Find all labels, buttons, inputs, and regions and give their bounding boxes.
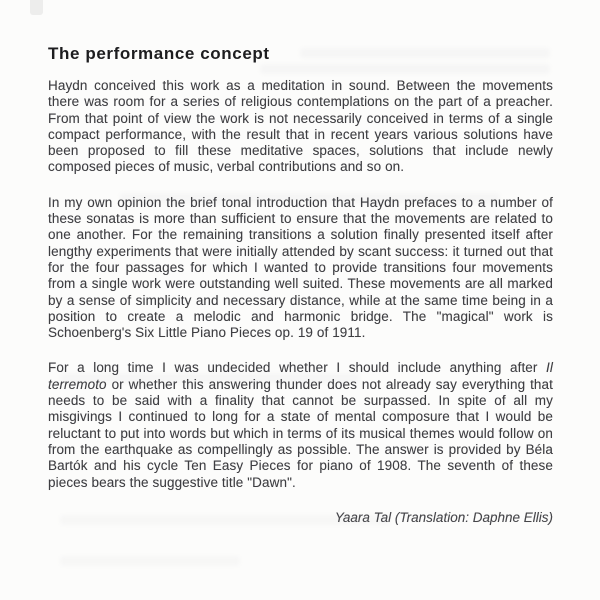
text-run: In my own opinion the brief tonal introduction that Haydn prefaces to a number of these sonatas is more than sufficient to ensure that the movements are related to one another. For the remaining transitions a solution finally presented itself after lengthy experiments that were initially attended by scant success: it turned out that for the four passages for which I wanted to provide transitions four movements from a single work were outstanding well suited. These movements are all marked by a sense of simplicity and necessary distance, while at the same time being in a position to create a melodic and harmonic bridge. The "magical" work is Schoenberg's Six Little Piano Pieces op. 19 of 1911. [48,194,553,341]
paragraph [48,195,553,342]
text-run: Haydn conceived this work as a meditation in sound. Between the movements there was room for a series of religious contemplations on the part of a preacher. From that point of view the work is not necessarily conceived in terms of a single compact performance, with the result that in recent years various solutions have been proposed to fill these meditative spaces, solutions that include newly composed pieces of music, verbal contributions and so on. [48,78,553,175]
page-title: The performance concept [48,44,270,63]
paragraph [48,78,553,176]
text-run: or whether this answering thunder does not already say everything that needs to be said with a finality that cannot be surpassed. In spite of all my misgivings I continued to long for a state of mental composure that I would be reluctant to put into words but which in terms of its musical themes would follow on from the earthquake as compellingly as possible. The answer is provided by Béla Bartók and his cycle Ten Easy Pieces for piano of 1908. The seventh of these pieces bears the suggestive title "Dawn". [48,376,553,490]
italic-text-run: Il terremoto [48,360,553,392]
paragraphs [48,78,553,491]
author-signature: Yaara Tal (Translation: Daphne Ellis) [334,509,553,525]
text-run: For a long time I was undecided whether I should include anything after [48,360,547,376]
show-through-smudge [60,556,240,566]
paragraph [48,360,553,490]
